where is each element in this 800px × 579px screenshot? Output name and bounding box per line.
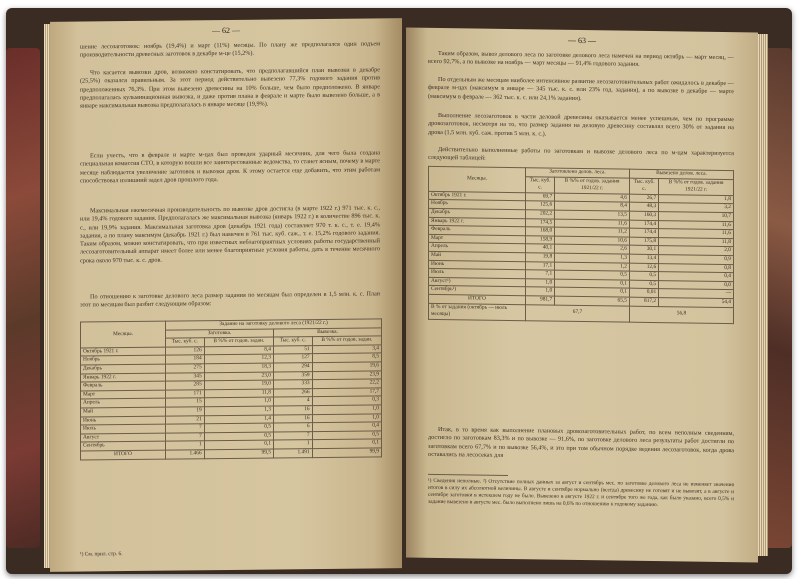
left-table-cell-m: Ноябрь	[81, 356, 166, 365]
right-table-cell-b: 8,4	[555, 201, 630, 211]
left-top-text: шение лесозаготовок: ноябрь (19,4%) и март (11%) месяцы. По плану же предполагался один подъем производительности древесных заготовок в декабре м-це (15,2%).	[80, 40, 380, 59]
right-table-cell-b: 0,1	[555, 279, 630, 289]
right-table-cell-c: 12,6	[629, 263, 658, 272]
left-table-cell-c: 333	[273, 380, 312, 389]
left-table-cell-d: 19,6	[312, 362, 381, 371]
left-table-total-a: 1.466	[166, 450, 205, 459]
right-paragraph-3: Выполнение лесозаготовок в части деловой древесины оказывается менее успешным, чем по программе дровозаготовок, несмотря на то, что размер задания на деловую древесину составлял всего 30% от задания на дрова (1,5 млн. куб. саж. против 5 млн. к. с.).	[428, 111, 734, 138]
left-table-cell-c: 1	[273, 440, 312, 449]
left-table-cell-m: Январь 1922 г.	[81, 373, 166, 382]
left-table-header-tys-1: Тыс. куб. с.	[166, 338, 205, 347]
left-table-total-row	[81, 448, 382, 460]
right-table-cell-m: Ноябрь	[429, 200, 526, 210]
left-table-cell-d: 1,0	[312, 413, 381, 422]
right-table-percent-zag: 67,7	[526, 304, 630, 322]
right-table-cell-c: 0,01	[629, 288, 658, 297]
left-table-header-months: Месяцы.	[81, 321, 166, 348]
right-table-cell-a: 69,7	[526, 192, 555, 201]
right-table-cell-b: 1,3	[555, 253, 630, 263]
left-table-total-b: 99,5	[204, 449, 273, 458]
right-table-cell-m: Март	[429, 234, 526, 244]
right-table-cell-m: Июль	[429, 268, 526, 278]
right-table-cell-a: 202,2	[526, 210, 555, 219]
right-table-cell-a: 168,0	[526, 227, 555, 236]
left-table-cell-d: 0,3	[312, 396, 381, 405]
left-table-cell-m: Декабрь	[81, 364, 166, 373]
left-table-cell-a: 184	[166, 355, 205, 364]
right-table-cell-d: 0,8	[659, 263, 734, 273]
right-table-cell-d: 2,0	[659, 246, 734, 256]
left-table-cell-m: Июль	[81, 424, 166, 433]
left-table-cell-b: 0,5	[204, 432, 273, 441]
right-table-cell-d: 11,8	[659, 237, 734, 247]
right-table-cell-m: Апрель	[429, 243, 526, 253]
right-table-cell-c: 48,3	[629, 203, 658, 212]
right-table-percent-label: В % от задания (октябрь — июль месяцы)	[429, 303, 526, 321]
right-paragraph-2: По отдельным же месяцам наиболее интенсивное развитие лесозаготовительных работ ожидалось в декабре — феврале м-цах (максимум в январе — 345 тыс. к. с. или 23% год. задания), а по вывозке в декабре — марте (максимум в феврале — 362 тыс. к. с. или 24,1% задания).	[428, 75, 734, 102]
left-table-cell-c: 6	[273, 423, 312, 432]
left-table-cell-a: 285	[166, 381, 205, 390]
left-table-cell-a: 345	[166, 372, 205, 381]
left-paragraph-1: Что касается вывозки дров, возможно констатировать, что предполагавшийся план вывозки в декабре (25,5%) оказался правильным. За этот период действительно вывезено 77,3% годового задания против предположенных 76,3%. При этом вывезено древесины на 10% больше, чем было предположено. В январе предполагалась кульминационная вывозка, и даже против плана в феврале и марте было вывезено больше, а в январе максимальная вывозка предполагалась в январе месяце (19,9%).	[80, 66, 380, 110]
right-table-cell-b: 0,1	[555, 287, 630, 297]
right-table-cell-a: 19,8	[526, 253, 555, 262]
right-paragraph-1: Таким образом, вывоз делового леса по заготовке делового леса намечен на период октябрь — март месяц, — всего 92,7%, а по вывозке на ноябрь — март месяцы — 91,4% годового задания.	[428, 49, 734, 69]
right-table-cell-m: Январь 1922 г.	[429, 217, 526, 227]
right-table-header-pct-2: В %% от годов. задания 1921/22 г.	[659, 178, 734, 195]
right-table-total-a: 981,7	[526, 296, 555, 305]
left-table-cell-d: 3,4	[312, 345, 381, 354]
right-table-percent-viv: 56,8	[629, 306, 733, 324]
book-cover	[6, 8, 792, 574]
right-table-cell-m: Август¹)	[429, 277, 526, 287]
left-table-cell-d: 0,1	[312, 439, 381, 448]
right-table-cell-a: 125,6	[526, 201, 555, 210]
left-table-cell-a: 171	[166, 389, 205, 398]
left-table-cell-c: 359	[273, 371, 312, 380]
right-table-cell-m: Февраль	[429, 226, 526, 236]
right-table-total-c: 817,2	[629, 297, 658, 306]
left-paragraph-3: Максимальная ежемесячная производительность по вывозке дров достигла (в марте 1922 г.) 971 тыс. к. с., или 19,4% годового задания. Предполагалась же максимальная вывозка (январь 1922 г.) в количестве 896 тыс. к. с., или 19,9% задания. Максимальная заготовка дров (декабрь 1921 года) составляет 970 т. к. с., т. е. 19,4% задания, а по плану максимум (декабрь 1921 г.) был намечен в 761 тыс. куб. саж., т. е. 15,2% годового задания. Таким образом, можно констатировать, что при известных неблагоприятных условиях работы государственный лесозаготовительный аппарат имеет более или менее благоприятные условия работы, дать в течение месячного срока около 970 тыс. к. с. дров.	[80, 204, 380, 265]
left-table-cell-d: 0,4	[312, 422, 381, 431]
right-table-total-m: ИТОГО	[429, 294, 526, 304]
right-table-cell-b: 10,6	[555, 236, 630, 246]
right-table-total-b: 65,5	[555, 296, 630, 306]
right-table-cell-c: 174,4	[629, 228, 658, 237]
right-page	[406, 28, 758, 563]
left-table-cell-b: 0,1	[204, 440, 273, 449]
left-table-cell-m: Март	[81, 390, 166, 399]
page-number-right: — 63 —	[568, 35, 596, 46]
right-paragraph-5: Итак, в то время как выполнение плановых дровозаготовительных работ, по всем неполным сведениям, достигло по заготовкам 83,3% и по вывозке — 91,6%, по заготовке делового леса результаты работ достигли по заготовкам всего 67,7% и по вывозке 56,4%, и это при том обычном порядке ведения лесозаготовок, когда дрова оставались на лесосеках для	[428, 425, 734, 459]
left-table-cell-d: 17,7	[312, 388, 381, 397]
right-table-cell-c: 174,4	[629, 220, 658, 229]
left-table-cell-d: 23,9	[312, 370, 381, 379]
left-table-cell-m: Апрель	[81, 398, 166, 407]
right-table-cell-b: 0,5	[555, 270, 630, 280]
left-table-cell-d: 0,5	[312, 431, 381, 440]
right-table-cell-d: —	[659, 289, 734, 299]
right-table-cell-b: 4,6	[555, 193, 630, 203]
right-table-cell-b: 2,6	[555, 244, 630, 254]
right-table-cell-d: 0,0	[659, 280, 734, 290]
left-table-cell-m: Август	[81, 433, 166, 442]
left-table-cell-b: 0,5	[204, 423, 273, 432]
right-footnotes: ¹) Сведения неполные. ²) Отсутствие полных данных за август и сентябрь мес. по заготовке делового леса не изменяет значения итогов в силу их абсолютной величины. В августе и сентябре нормально (всегда) древесину не готовят и не вывозят, а в августе и сентябре заготовки в истекшем году не было. Вывезено в августе 1922 г. и сентябре того же года, как было указано, всего 0,5% и задание вывезено в августе мес. было выполнено лишь на 0,6% по отношению к годовому заданию.	[428, 477, 734, 509]
left-table-cell-c: 127	[273, 354, 312, 363]
left-table-total-c: 1.491	[273, 449, 312, 458]
right-table-cell-a: 1,0	[526, 278, 555, 287]
right-table-cell-a: 7,1	[526, 270, 555, 279]
left-table-cell-a: 275	[166, 364, 205, 373]
left-table-cell-m: Октябрь 1921 г.	[81, 347, 166, 356]
page-edges-right	[758, 34, 768, 556]
right-table-header-tys-2: Тыс. куб. с.	[629, 178, 658, 195]
left-table-cell-a: 1	[166, 441, 205, 450]
right-table-cell-a: 158,9	[526, 235, 555, 244]
left-table-header-zag: Заготовка.	[166, 329, 274, 339]
right-table-cell-a: 1,0	[526, 287, 555, 296]
left-table-cell-b: 1,0	[204, 397, 273, 406]
right-table-cell-m: Декабрь	[429, 208, 526, 218]
right-table-cell-m: Сентябрь¹)	[429, 286, 526, 296]
left-table-total-m: ИТОГО	[81, 450, 166, 459]
right-table-cell-d: 11,6	[659, 220, 734, 230]
left-table-cell-m: Сентябрь	[81, 441, 166, 450]
left-table-cell-m: Июнь	[81, 416, 166, 425]
left-table-cell-c: 4	[273, 397, 312, 406]
right-table-cell-d: 1,8	[659, 194, 734, 204]
right-table-cell-m: Октябрь 1921 г.	[429, 191, 526, 201]
left-table-header-pct-2: В %% от годов. задан.	[312, 336, 381, 345]
left-table-cell-a: 7	[166, 432, 205, 441]
left-paragraph-2: Если учесть, что в феврале и марте м-цах был проведен ударный месячник, для чего была создана специальная комиссия СТО, в которую вошли все заинтересованные ведомства, то станет ясным, почему в марте месяце наблюдается увеличение заготовок и вывозки дров. К этому остается еще добавить, что этим работам способствовал излишний задел дров прошлого года.	[80, 149, 380, 185]
left-table-cell-b: 19,0	[204, 380, 273, 389]
right-table-header-pct-1: В %% от годов. задания 1921/22 г.	[555, 177, 630, 194]
left-table	[80, 318, 382, 460]
left-table-cell-a: 126	[166, 347, 205, 356]
right-table-cell-a: 40,1	[526, 244, 555, 253]
left-paragraph-4: По отношению к заготовке делового леса размер задания по месяцам был определен в 1,5 млн. к. с. План этот по месяцам был разбит следующим образом:	[80, 290, 380, 309]
right-table-header-tys-1: Тыс. куб. с.	[526, 176, 555, 193]
left-table-cell-c: 7	[273, 431, 312, 440]
left-table-cell-c: 294	[273, 363, 312, 372]
right-table-cell-a: 174,5	[526, 218, 555, 227]
right-table-cell-d: 0,4	[659, 272, 734, 282]
left-table-cell-d: 1,0	[312, 405, 381, 414]
right-table-cell-c: 0,5	[629, 280, 658, 289]
right-table-header-viv: Вывезено делов. леса.	[629, 169, 733, 179]
right-table-cell-d: 10,7	[659, 212, 734, 222]
right-paragraph-4: Действительно выполненные работы по заготовкам и вывозке делового леса по м-цам характеризуется следующей таблицей:	[428, 145, 734, 162]
left-footnote: ¹) См. прил. стр. 6.	[80, 551, 123, 558]
right-table-header-zag: Заготовлено делов. леса.	[526, 168, 630, 178]
left-table-cell-m: Май	[81, 407, 166, 416]
left-table-cell-a: 15	[166, 398, 205, 407]
left-table-cell-b: 1,4	[204, 415, 273, 424]
right-table-cell-b: 1,2	[555, 262, 630, 272]
left-table-cell-b: 18,3	[204, 363, 273, 372]
left-table-cell-c: 51	[273, 345, 312, 354]
right-table-cell-c: 160,3	[629, 211, 658, 220]
left-table-cell-c: 16	[273, 414, 312, 423]
left-table-cell-b: 12,3	[204, 354, 273, 363]
left-table-cell-d: 22,2	[312, 379, 381, 388]
right-table-cell-d: 0,9	[659, 255, 734, 265]
left-table-header-viv: Вывозка.	[273, 327, 381, 337]
right-table-percent-row	[429, 303, 734, 323]
left-table-cell-d: 8,5	[312, 353, 381, 362]
left-table-caption: Задание на заготовку делового леса (1921/22 г.)	[166, 319, 382, 330]
marbled-edge-left	[6, 48, 40, 548]
right-table-cell-m: Май	[429, 251, 526, 261]
right-table-cell-c: 13,4	[629, 254, 658, 263]
right-table-cell-d: 3,2	[659, 203, 734, 213]
left-table-cell-c: 266	[273, 388, 312, 397]
right-table-total-d: 54,4	[659, 297, 734, 307]
left-table-cell-b: 1,3	[204, 406, 273, 415]
right-table-cell-d: 11,6	[659, 229, 734, 239]
left-table-cell-a: 19	[166, 407, 205, 416]
left-table-cell-b: 11,8	[204, 389, 273, 398]
left-table-cell-b: 8,4	[204, 346, 273, 355]
right-table-cell-c: 30,1	[629, 246, 658, 255]
right-table-cell-a: 17,1	[526, 261, 555, 270]
left-table-header-tys-2: Тыс. куб. с.	[273, 337, 312, 346]
right-table-cell-b: 11,6	[555, 219, 630, 229]
page-number-left: — 62 —	[212, 25, 240, 36]
left-table-cell-a: 21	[166, 415, 205, 424]
right-table-cell-c: 26,7	[629, 194, 658, 203]
footnote-rule	[428, 474, 508, 476]
left-table-cell-m: Февраль	[81, 381, 166, 390]
left-table-cell-a: 7	[166, 424, 205, 433]
left-table-cell-c: 16	[273, 406, 312, 415]
left-table-total-d: 99,9	[312, 448, 381, 457]
left-table-header-pct-1: В %% от годов. задан.	[204, 337, 273, 346]
right-table-cell-m: Июнь	[429, 260, 526, 270]
left-table-cell-b: 23,0	[204, 372, 273, 381]
right-table-cell-b: 11,2	[555, 227, 630, 237]
right-table-cell-c: 0,5	[629, 271, 658, 280]
right-table-cell-c: 175,8	[629, 237, 658, 246]
left-page	[50, 18, 402, 572]
right-table-header-months: Месяцы.	[429, 166, 526, 192]
right-table-cell-b: 13,5	[555, 210, 630, 220]
right-table	[428, 166, 734, 324]
